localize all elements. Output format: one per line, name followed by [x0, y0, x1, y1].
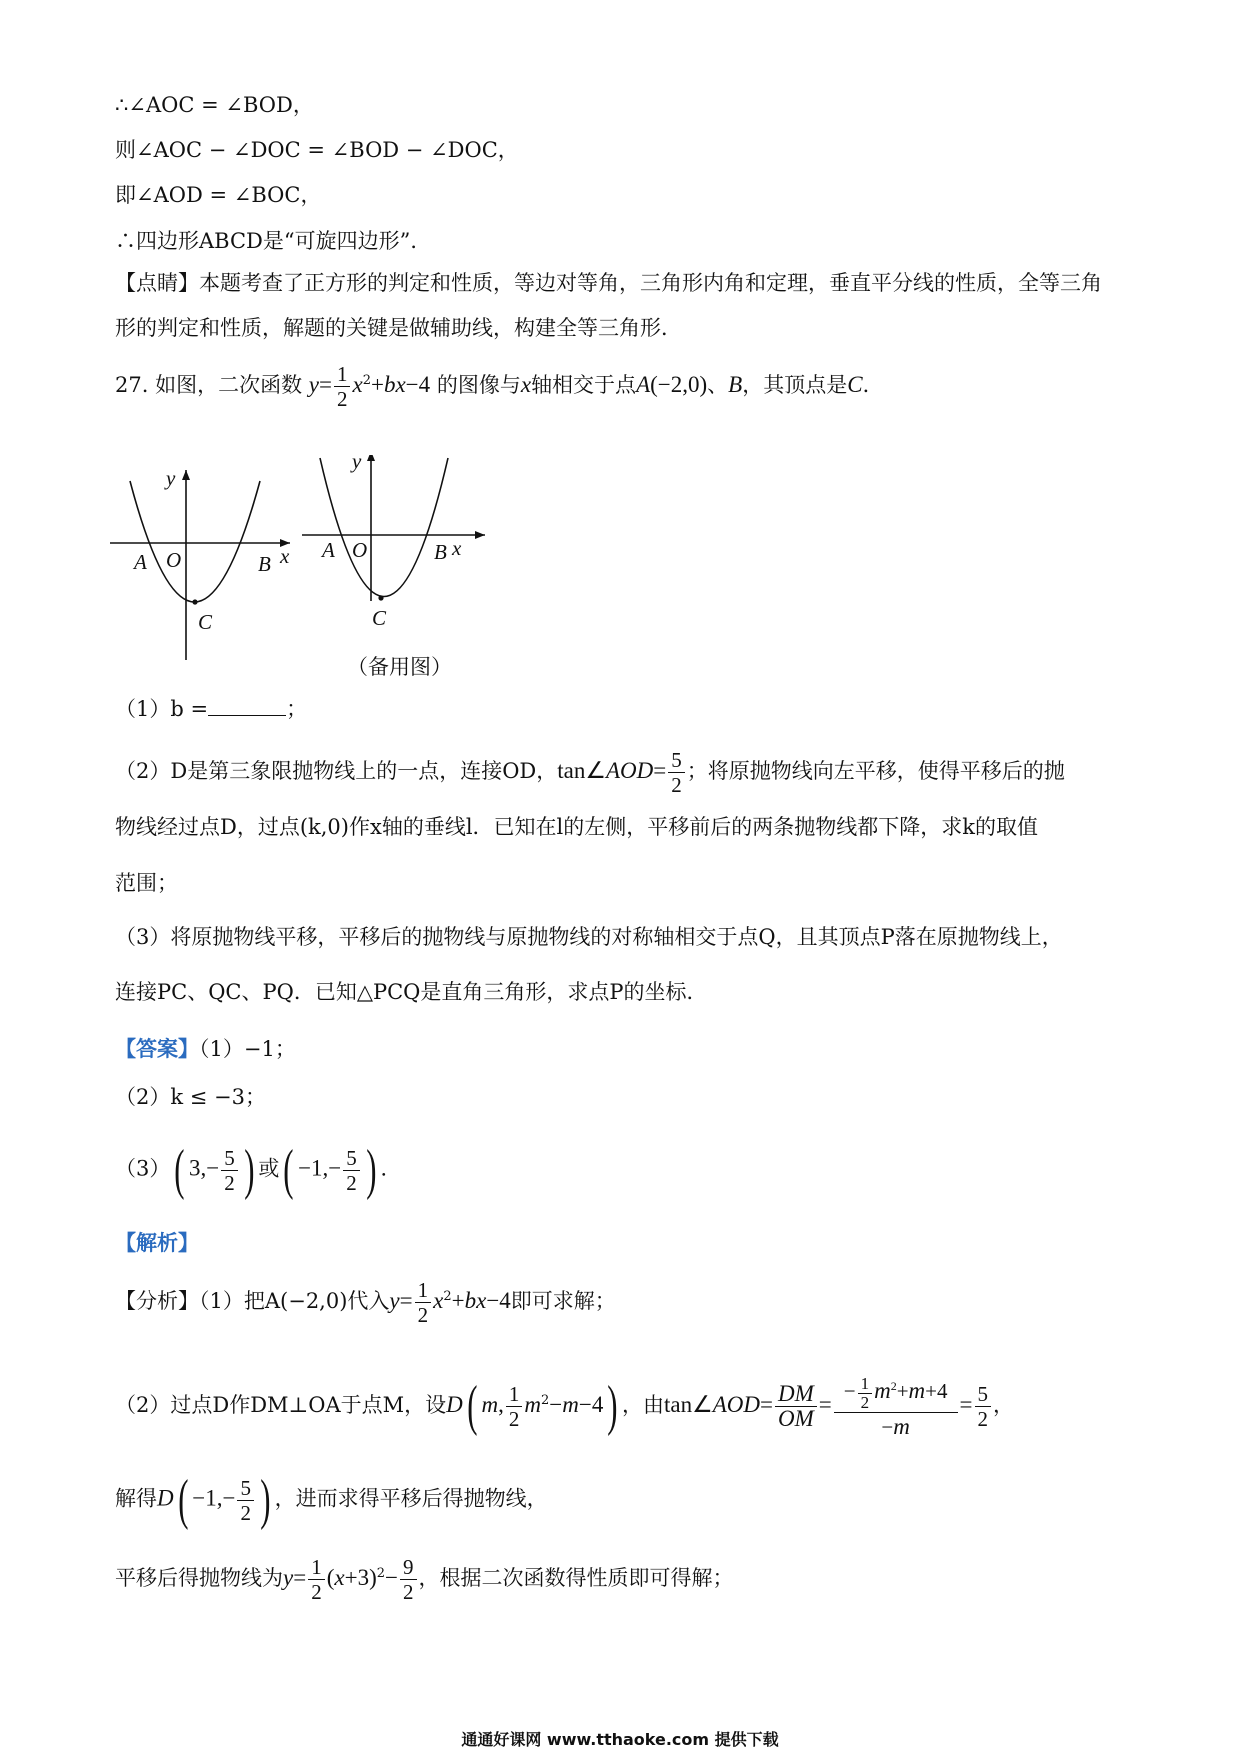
fig2-A-label: A — [322, 538, 335, 562]
analysis-3-text-a: 解得 — [115, 1486, 157, 1511]
fig1-B-label: B — [258, 552, 271, 576]
fig1-O-label: O — [166, 548, 182, 572]
analysis-4-text-b: ，根据二次函数得性质即可得解； — [418, 1566, 734, 1590]
fig2-C-label: C — [372, 606, 387, 630]
answer-line-2: （2）k ≤ −3； — [115, 1085, 266, 1109]
figure-2-caption: （备用图） — [347, 655, 452, 679]
part-2-text-a: （2）D是第三象限抛物线上的一点，连接OD， — [115, 759, 558, 783]
part-1 — [115, 694, 307, 724]
analysis-2-text-a: （2）过点D作DM⊥OA于点M，设 — [115, 1392, 447, 1417]
parabola-figures — [110, 455, 520, 675]
analysis-line-2: （2）过点D作DM⊥OA于点M，设D( m, $\frac{1}{2}$ $m^2-m-4$) ，由tan∠AOD= $\frac{DM}{OM}$ = − $\frac{1}{2}$ $m^2+m+4$ −m = $\frac{5}{2}$ ， — [115, 1373, 1014, 1439]
fenxi-text-b: 即可求解； — [510, 1289, 616, 1313]
analysis-tag — [115, 1228, 199, 1258]
answer-3-prefix: （3） — [115, 1156, 171, 1181]
part-2-line-3: 范围； — [115, 871, 178, 895]
fig2-y-label: y — [352, 455, 362, 473]
comment-text-1: 本题考查了正方形的判定和性质，等边对等角，三角形内角和定理，垂直平分线的性质，全等三角 — [199, 271, 1102, 295]
intro-text-a: 27. 如图，二次函数 — [115, 373, 303, 397]
comment-line-2: 形的判定和性质，解题的关键是做辅助线，构建全等三角形． — [115, 316, 682, 340]
figure-2 — [302, 455, 485, 630]
fig1-A-label: A — [134, 550, 147, 574]
proof-line-2: 则∠AOC − ∠DOC = ∠BOD − ∠DOC， — [115, 138, 519, 162]
part-1-end: ； — [286, 697, 308, 721]
fig1-C-label: C — [198, 610, 213, 634]
intro-text-e: ． — [862, 373, 884, 397]
comment-tag: 【点睛】 — [115, 271, 199, 295]
answer-1: （1）−1； — [199, 1037, 296, 1061]
analysis-line-3: 解得D( −1,− $\frac{5}{2}$ ) ，进而求得平移后得抛物线， — [115, 1469, 548, 1531]
fraction-half: $\frac{1}{2}$ — [334, 362, 351, 411]
answer-line-3: （3）( 3,− $\frac{5}{2}$ ) 或( −1,− $\frac{5}{2}$ ) ． — [115, 1139, 402, 1201]
analysis-4-text-a: 平移后得抛物线为 — [115, 1566, 283, 1590]
fraction-5-2: $\frac{5}{2}$ — [668, 748, 685, 797]
answer-3-end: ． — [380, 1156, 402, 1181]
part-2-text-b: ；将原抛物线向左平移，使得平移后的抛 — [686, 759, 1065, 783]
fig1-y-label: y — [166, 466, 176, 490]
answer-3-or: 或 — [258, 1156, 280, 1181]
figure-1 — [110, 466, 290, 660]
part-3-line-1: （3）将原抛物线平移，平移后的抛物线与原抛物线的对称轴相交于点Q，且其顶点P落在原抛物线上， — [115, 925, 1063, 949]
proof-line-4: ∴四边形ABCD是“可旋四边形”． — [115, 229, 432, 253]
intro-text-b: 的图像与 — [436, 373, 521, 397]
intro-text-d: ，其顶点是 — [742, 373, 848, 397]
answer-tag: 【答案】 — [115, 1036, 199, 1061]
equation-y: y — [308, 372, 319, 397]
fenxi-text-a: （1）把A(−2,0)代入 — [199, 1289, 390, 1313]
part-2-line-2: 物线经过点D，过点(k,0)作x轴的垂线l．已知在l的左侧，平移前后的两条抛物线都下降，求k的取值 — [115, 815, 1038, 839]
page-footer: 通通好课网 www.tthaoke.com 提供下载 — [461, 1730, 779, 1749]
analysis-line-1: 【分析】（1）把A(−2,0)代入y= $\frac{1}{2}$ $x^2+bx-4$即可求解； — [115, 1278, 616, 1327]
intro-text-c: 轴相交于点 — [531, 373, 637, 397]
fig2-x-label: x — [452, 536, 462, 560]
fig1-x-label: x — [280, 544, 290, 568]
proof-line-3: 即∠AOD = ∠BOC， — [115, 183, 322, 207]
comment-line-1 — [115, 268, 1102, 298]
question-intro: 27. 如图，二次函数 y= $\frac{1}{2}$ $x^2+bx-4$ 的图像与x轴相交于点A(−2,0)、B，其顶点是C． — [115, 362, 884, 411]
answer-blank — [208, 715, 286, 716]
analysis-2-text-c: ， — [993, 1392, 1014, 1417]
analysis-tag-text: 【解析】 — [115, 1230, 199, 1255]
fig2-O-label: O — [352, 538, 368, 562]
fig2-B-label: B — [434, 540, 447, 564]
analysis-line-4: 平移后得抛物线为y= $\frac{1}{2}$ $(x+3)^2-$ $\frac{9}{2}$ ，根据二次函数得性质即可得解； — [115, 1555, 734, 1604]
analysis-2-text-b: ，由 — [621, 1392, 664, 1417]
part-3-line-2: 连接PC、QC、PQ．已知△PCQ是直角三角形，求点P的坐标． — [115, 980, 708, 1004]
analysis-3-text-b: ，进而求得平移后得抛物线， — [274, 1486, 548, 1511]
proof-line-1: ∴∠AOC = ∠BOD， — [115, 93, 314, 117]
fenxi-tag: 【分析】 — [115, 1289, 199, 1313]
part-2-line-1: （2）D是第三象限抛物线上的一点，连接OD，tan∠AOD= $\frac{5}{2}$ ；将原抛物线向左平移，使得平移后的抛 — [115, 748, 1065, 797]
answer-line-1 — [115, 1034, 296, 1064]
part-1-text: （1）b = — [115, 697, 209, 721]
